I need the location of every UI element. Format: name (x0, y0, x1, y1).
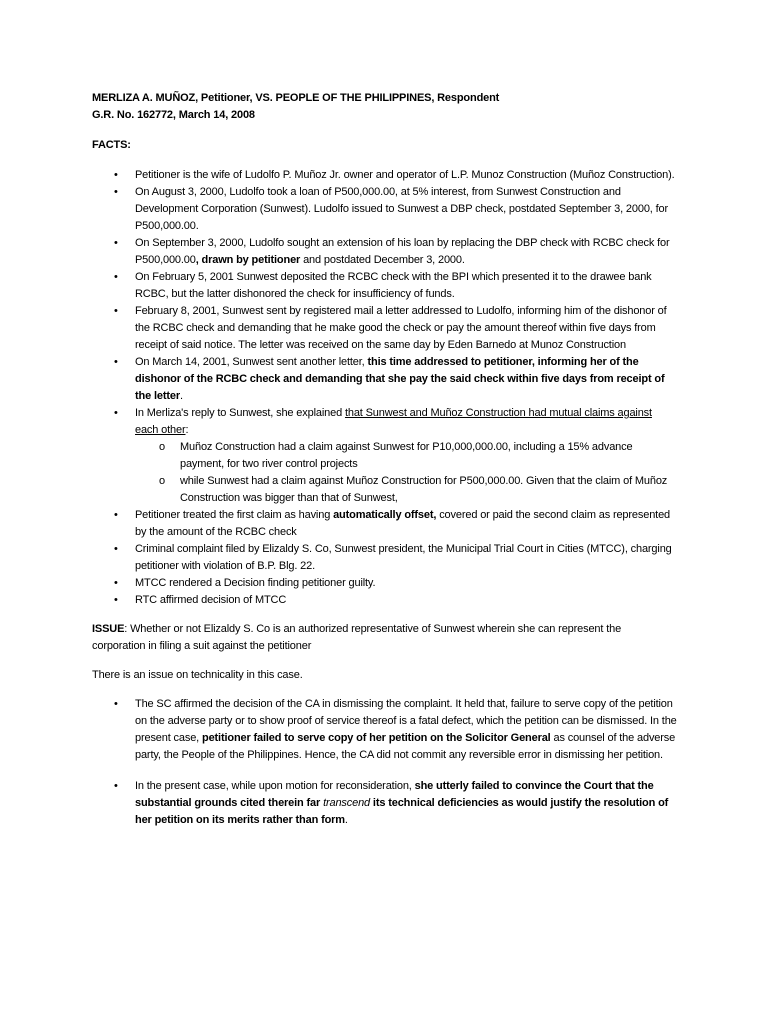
fact-text: Petitioner is the wife of Ludolfo P. Muñoz Jr. owner and operator of L.P. Munoz Construction (Muñoz Construction). (135, 169, 675, 181)
list-item (92, 269, 677, 303)
issue-text: : Whether or not Elizaldy S. Co is an authorized representative of Sunwest wherein she can represent the corporation in filing a suit against the petitioner (92, 623, 622, 652)
mutual-claims-sublist (135, 439, 677, 507)
bullet-icon: • (114, 698, 118, 710)
fact-text: Petitioner treated the first claim as having (135, 509, 334, 521)
bullet-icon: • (114, 305, 118, 317)
fact-emphasis: this time addressed to petitioner, informing her of the dishonor of the RCBC check and demanding that she pay the said check within five days from receipt of the letter (135, 356, 665, 402)
list-item (92, 592, 677, 609)
facts-list (92, 167, 677, 609)
issue-label: ISSUE (92, 623, 125, 635)
fact-text: On March 14, 2001, Sunwest sent another letter, (135, 356, 368, 368)
case-digest (92, 90, 677, 829)
fact-text: covered or paid the second claim as represented by the amount of the RCBC check (135, 509, 671, 538)
fact-text: MTCC rendered a Decision finding petitioner guilty. (135, 577, 376, 589)
ruling-emphasis: petitioner failed to serve copy of her petition on the Solicitor General (202, 732, 551, 744)
circle-bullet-icon: o (159, 441, 165, 453)
sub-item-text: while Sunwest had a claim against Muñoz Construction for P500,000.00. Given that the claim of Muñoz Construction was bigger than that of Sunwest, (180, 475, 668, 504)
circle-bullet-icon: o (159, 475, 165, 487)
ruling-emphasis-italic: transcend (323, 797, 371, 809)
ruling-list (92, 696, 677, 829)
bullet-icon: • (114, 356, 118, 368)
list-item (92, 575, 677, 592)
list-item (92, 405, 677, 507)
bullet-icon: • (114, 271, 118, 283)
ruling-text: The SC affirmed the decision of the CA in dismissing the complaint. It held that, failure to serve copy of the petition on the adverse party or to show proof of service thereof is a fatal defect, which the petition can be dismissed. In the present case, (135, 698, 677, 744)
bullet-icon: • (114, 169, 118, 181)
sub-list-item (135, 439, 677, 473)
ruling-text: as counsel of the adverse party, the People of the Philippines. Hence, the CA did not commit any reversible error in dismissing her petition. (135, 732, 676, 761)
fact-underlined: that Sunwest and Muñoz Construction had mutual claims against each other (135, 407, 652, 436)
list-item (92, 167, 677, 184)
list-item (92, 184, 677, 235)
fact-emphasis: automatically offset, (333, 509, 437, 521)
fact-text: . (179, 390, 183, 402)
ruling-emphasis: she utterly failed to convince the Court that the substantial grounds cited therein far (135, 780, 654, 809)
list-item (92, 507, 677, 541)
ruling-text: In the present case, while upon motion for reconsideration, (135, 780, 415, 792)
fact-text: : (185, 424, 189, 436)
bullet-icon: • (114, 577, 118, 589)
list-item (92, 696, 677, 764)
sub-item-text: Muñoz Construction had a claim against Sunwest for P10,000,000.00, including a 15% advance payment, for two river control projects (180, 441, 633, 470)
fact-text: On September 3, 2000, Ludolfo sought an extension of his loan by replacing the DBP check with RCBC check for P500,000.00 (135, 237, 670, 266)
fact-text: Criminal complaint filed by Elizaldy S. Co, Sunwest president, the Municipal Trial Court in Cities (MTCC), charging petitioner with violation of B.P. Blg. 22. (135, 543, 672, 572)
bullet-icon: • (114, 509, 118, 521)
fact-text: February 8, 2001, Sunwest sent by registered mail a letter addressed to Ludolfo, informing him of the dishonor of the RCBC check and demanding that he make good the check or pay the amount thereof within five days from receipt of said notice. The letter was received on the same day by Eden Barnedo at Munoz Construction (135, 305, 667, 351)
fact-text: RTC affirmed decision of MTCC (135, 594, 287, 606)
bullet-icon: • (114, 780, 118, 792)
bullet-icon: • (114, 543, 118, 555)
list-item (92, 303, 677, 354)
bullet-icon: • (114, 407, 118, 419)
bullet-icon: • (114, 186, 118, 198)
fact-emphasis: , drawn by petitioner (195, 254, 301, 266)
list-item (92, 541, 677, 575)
facts-heading: FACTS: (92, 139, 131, 151)
list-item (92, 235, 677, 269)
technicality-note: There is an issue on technicality in this case. (92, 669, 303, 681)
case-gr-number: G.R. No. 162772, March 14, 2008 (92, 109, 255, 121)
fact-text: On August 3, 2000, Ludolfo took a loan of P500,000.00, at 5% interest, from Sunwest Construction and Development Corporation (Sunwest). Ludolfo issued to Sunwest a DBP check, postdated September 3, 2000, for P500,000.00. (135, 186, 668, 232)
issue-paragraph (92, 621, 677, 655)
case-title: MERLIZA A. MUÑOZ, Petitioner, VS. PEOPLE OF THE PHILIPPINES, Respondent (92, 92, 500, 104)
fact-text: In Merliza's reply to Sunwest, she explained (135, 407, 345, 419)
fact-text: On February 5, 2001 Sunwest deposited the RCBC check with the BPI which presented it to the drawee bank RCBC, but the latter dishonored the check for insufficiency of funds. (135, 271, 652, 300)
ruling-text: . (344, 814, 348, 826)
list-item (92, 778, 677, 829)
fact-text: and postdated December 3, 2000. (300, 254, 465, 266)
sub-list-item (135, 473, 677, 507)
bullet-icon: • (114, 237, 118, 249)
ruling-emphasis: its technical deficiencies as would justify the resolution of her petition on its merits rather than form (135, 797, 669, 826)
bullet-icon: • (114, 594, 118, 606)
list-item (92, 354, 677, 405)
